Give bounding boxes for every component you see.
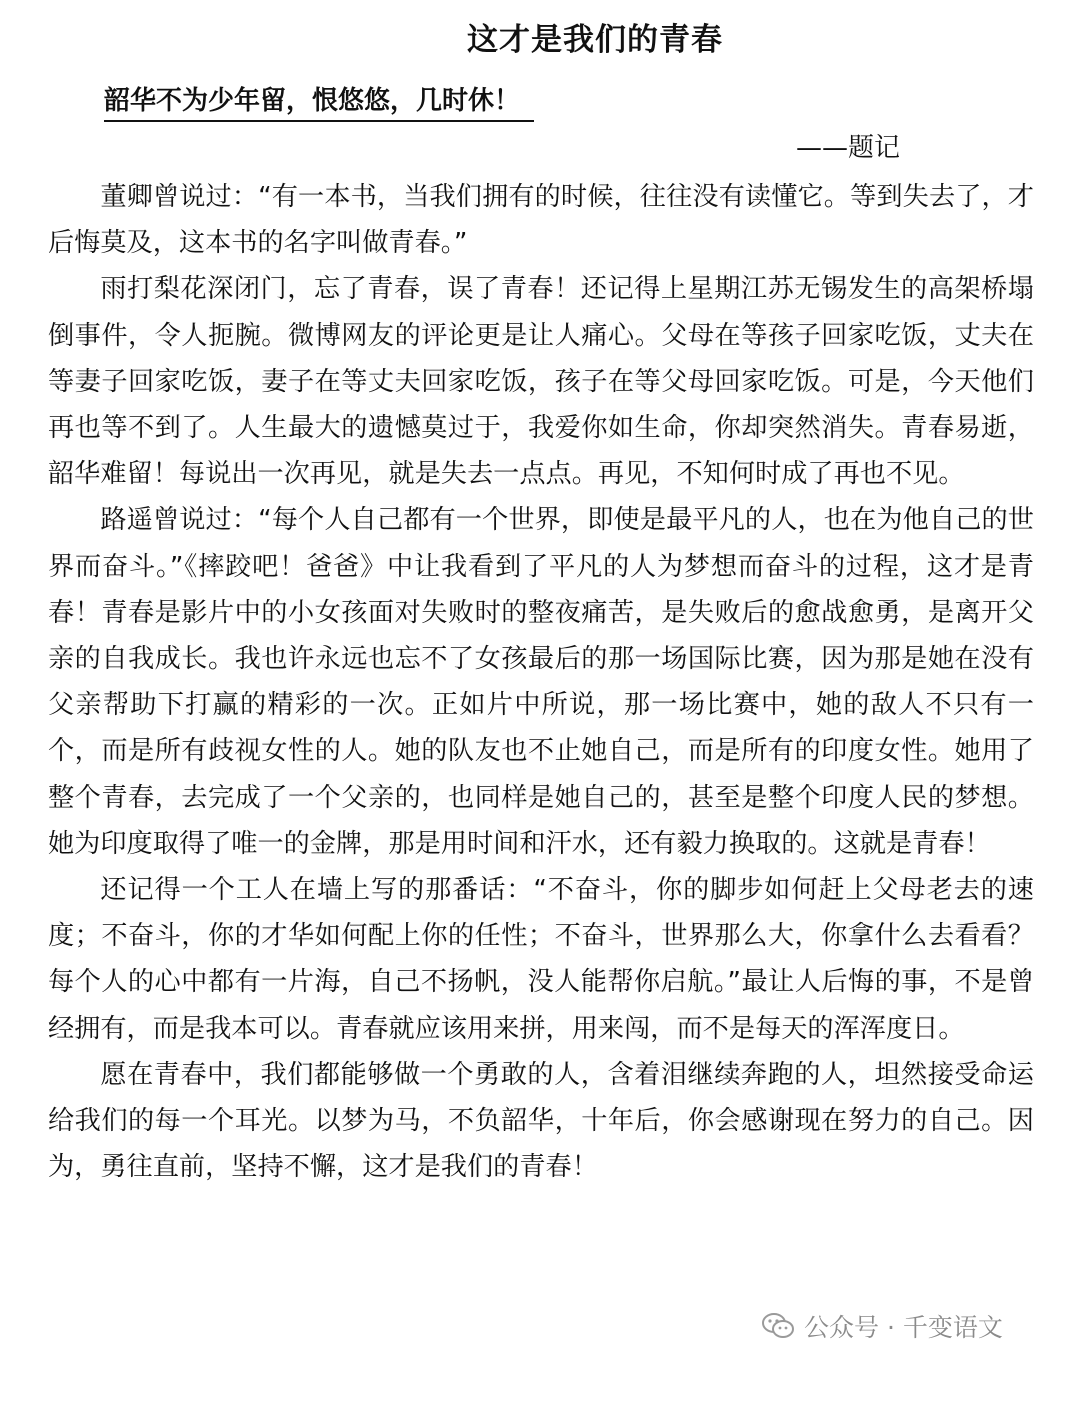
essay-body [48,174,1034,1190]
epigraph-attribution: ——题记 [796,133,901,163]
paragraph: 还记得一个工人在墙上写的那番话：“不奋斗，你的脚步如何赶上父母老去的速度；不奋斗，你的才华如何配上你的任性；不奋斗，世界那么大，你拿什么去看看？每个人的心中都有一片海，自己不扬帆，没人能帮你启航。”最让人后悔的事，不是曾经拥有，而是我本可以。青春就应该用来拼，用来闯，而不是每天的浑浑度日。 [48,875,1034,1044]
paragraph: 路遥曾说过：“每个人自己都有一个世界，即使是最平凡的人，也在为他自己的世界而奋斗。”《摔跤吧！爸爸》中让我看到了平凡的人为梦想而奋斗的过程，这才是青春！青春是影片中的小女孩面对失败时的整夜痛苦，是失败后的愈战愈勇，是离开父亲的自我成长。我也许永远也忘不了女孩最后的那一场国际比赛，因为那是她在没有父亲帮助下打赢的精彩的一次。正如片中所说，那一场比赛中，她的敌人不只有一个，而是所有歧视女性的人。她的队友也不止她自己，而是所有的印度女性。她用了整个青春，去完成了一个父亲的，也同样是她自己的，甚至是整个印度人民的梦想。她为印度取得了唯一的金牌，那是用时间和汗水，还有毅力换取的。这就是青春！ [48,505,1034,859]
paragraph: 董卿曾说过：“有一本书，当我们拥有的时候，往往没有读懂它。等到失去了，才后悔莫及，这本书的名字叫做青春。” [48,182,1034,259]
watermark-text: 公众号 · 千变语文 [804,1313,1003,1342]
epigraph: 韶华不为少年留，恨悠悠，几时休！ [104,82,534,122]
paragraph: 愿在青春中，我们都能够做一个勇敢的人，含着泪继续奔跑的人，坦然接受命运给我们的每一个耳光。以梦为马，不负韶华，十年后，你会感谢现在努力的自己。因为，勇往直前，坚持不懈，这才是我们的青春！ [48,1059,1034,1183]
wechat-icon [762,1312,794,1340]
page-title: 这才是我们的青春 [467,22,723,58]
paragraph: 雨打梨花深闭门，忘了青春，误了青春！还记得上星期江苏无锡发生的高架桥塌倒事件，令人扼腕。微博网友的评论更是让人痛心。父母在等孩子回家吃饭，丈夫在等妻子回家吃饭，妻子在等丈夫回家吃饭，孩子在等父母回家吃饭。可是，今天他们再也等不到了。人生最大的遗憾莫过于，我爱你如生命，你却突然消失。青春易逝，韶华难留！每说出一次再见，就是失去一点点。再见，不知何时成了再也不见。 [48,274,1034,490]
watermark [762,1308,1003,1344]
